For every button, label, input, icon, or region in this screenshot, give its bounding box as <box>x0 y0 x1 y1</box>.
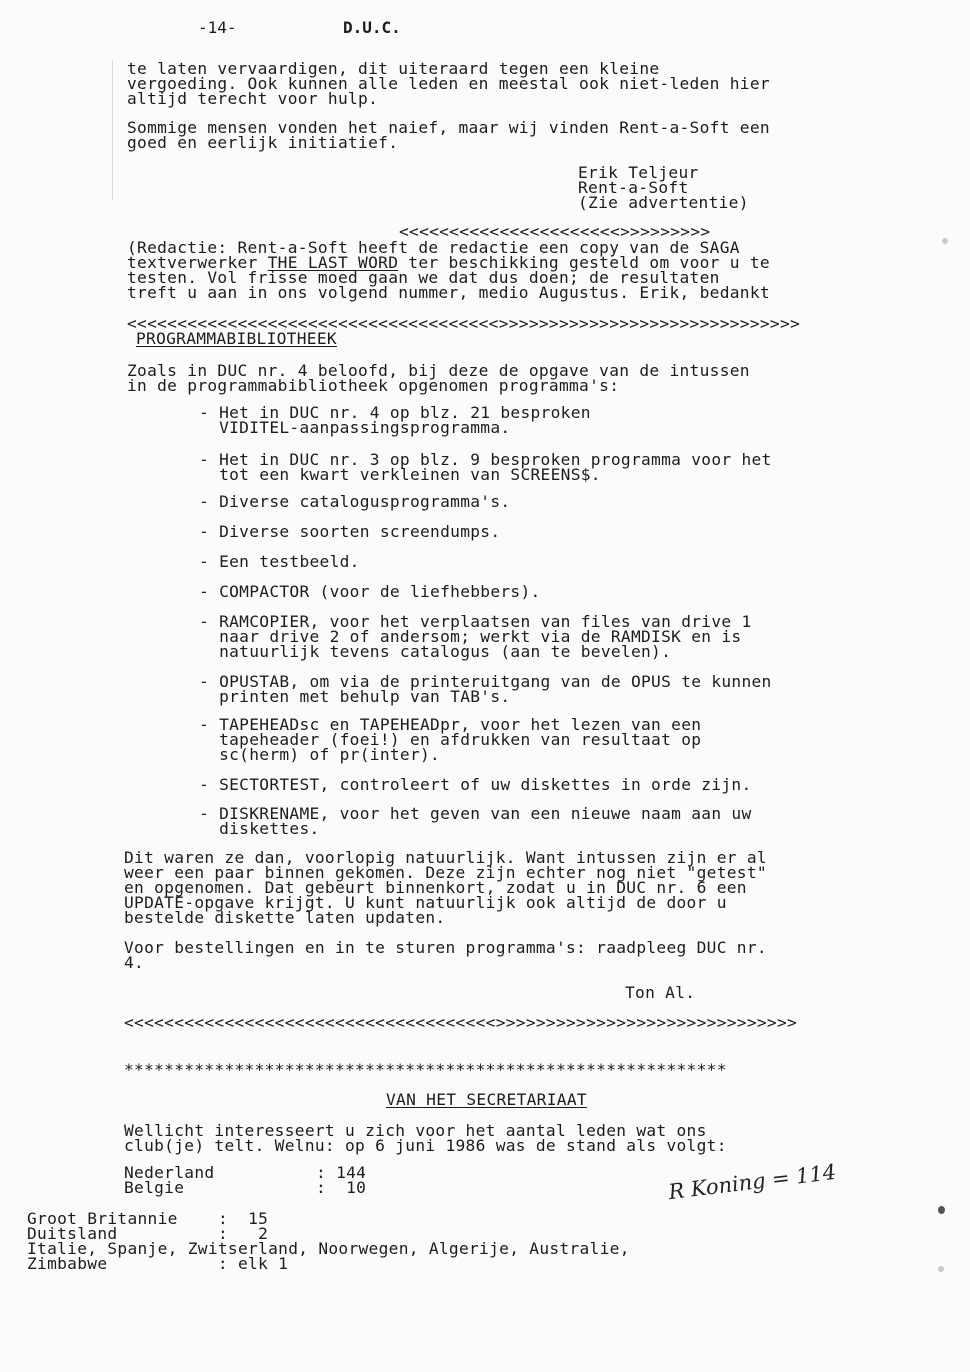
text-line: club(je) telt. Welnu: op 6 juni 1986 was de stand als volgt: <box>124 1136 727 1155</box>
text-line: 4. <box>124 953 145 972</box>
country-list: Zimbabwe : elk 1 <box>27 1254 289 1273</box>
text-line: Dit waren ze dan, voorlopig natuurlijk. Want intussen zijn er al <box>124 848 767 867</box>
separator-stars: ************************************************************ <box>124 1060 727 1079</box>
text-line: testen. Vol frisse moed gaan we dat dus doen; de resultaten <box>127 268 720 287</box>
text-line: Zoals in DUC nr. 4 beloofd, bij deze de opgave van de intussen <box>127 361 750 380</box>
list-item: printen met behulp van TAB's. <box>199 687 511 706</box>
text-line: Voor bestellingen en in te sturen programma's: raadpleeg DUC nr. <box>124 938 767 957</box>
handwritten-note: R Koning = 114 <box>667 1159 838 1205</box>
text-line: Wellicht interesseert u zich voor het aantal leden wat ons <box>124 1121 707 1140</box>
text-line: goed en eerlijk initiatief. <box>127 133 399 152</box>
punch-hole-mark <box>942 238 948 244</box>
separator-long: <<<<<<<<<<<<<<<<<<<<<<<<<<<<<<<<<<<<<>>>>>>>>>>>>>>>>>>>>>>>>>>>>>> <box>127 314 801 333</box>
page-title: D.U.C. <box>343 18 401 37</box>
author-org: Rent-a-Soft <box>578 178 689 197</box>
text-line: vergoeding. Ook kunnen alle leden en meestal ook niet-leden hier <box>127 74 770 93</box>
member-count: : 15 <box>218 1209 269 1228</box>
author-note: (Zie advertentie) <box>578 193 749 212</box>
member-count: : 2 <box>218 1224 269 1243</box>
separator-long: <<<<<<<<<<<<<<<<<<<<<<<<<<<<<<<<<<<<<>>>>>>>>>>>>>>>>>>>>>>>>>>>>>> <box>124 1013 798 1032</box>
list-item: - Het in DUC nr. 4 op blz. 21 besproken <box>199 403 591 422</box>
punch-hole-mark <box>938 1206 945 1214</box>
list-item: - OPUSTAB, om via de printeruitgang van de OPUS te kunnen <box>199 672 772 691</box>
text-fragment: ter beschikking gesteld om voor u te <box>398 253 770 272</box>
member-count: : 10 <box>316 1178 367 1197</box>
list-item: - COMPACTOR (voor de liefhebbers). <box>199 582 541 601</box>
list-item: tot een kwart verkleinen van SCREENS$. <box>199 465 601 484</box>
list-item: - Een testbeeld. <box>199 552 360 571</box>
product-title: THE LAST WORD <box>267 253 399 272</box>
list-item: sc(herm) of pr(inter). <box>199 745 441 764</box>
list-item: - Het in DUC nr. 3 op blz. 9 besproken programma voor het <box>199 450 772 469</box>
margin-line <box>112 60 113 200</box>
country-name: Groot Britannie <box>27 1209 178 1228</box>
text-fragment: textverwerker <box>127 253 268 272</box>
list-item: - Diverse soorten screendumps. <box>199 522 501 541</box>
text-line: te laten vervaardigen, dit uiteraard tegen een kleine <box>127 59 660 78</box>
country-name: Duitsland <box>27 1224 118 1243</box>
list-item: - TAPEHEADsc en TAPEHEADpr, voor het lezen van een <box>199 715 702 734</box>
country-name: Nederland <box>124 1163 215 1182</box>
section-heading: PROGRAMMABIBLIOTHEEK <box>136 329 337 348</box>
text-line: in de programmabibliotheek opgenomen programma's: <box>127 376 620 395</box>
list-item: naar drive 2 of andersom; werkt via de RAMDISK en is <box>199 627 742 646</box>
page-number: -14- <box>198 18 237 37</box>
text-line: UPDATE-opgave krijgt. U kunt natuurlijk ook altijd de door u <box>124 893 727 912</box>
country-name: Belgie <box>124 1178 185 1197</box>
text-line: bestelde diskette laten updaten. <box>124 908 446 927</box>
text-line: Sommige mensen vonden het naief, maar wij vinden Rent-a-Soft een <box>127 118 770 137</box>
list-item: natuurlijk tevens catalogus (aan te bevelen). <box>199 642 672 661</box>
text-line: weer een paar binnen gekomen. Deze zijn echter nog niet "getest" <box>124 863 767 882</box>
list-item: - Diverse catalogusprogramma's. <box>199 492 511 511</box>
list-item: - SECTORTEST, controleert of uw diskettes in orde zijn. <box>199 775 752 794</box>
author-name: Ton Al. <box>625 983 696 1002</box>
text-line: altijd terecht voor hulp. <box>127 89 379 108</box>
author-name: Erik Teljeur <box>578 163 699 182</box>
text-line: treft u aan in ons volgend nummer, medio Augustus. Erik, bedankt <box>127 283 770 302</box>
separator-short: <<<<<<<<<<<<<<<<<<<<<<>>>>>>>>> <box>399 222 711 241</box>
country-list: Italie, Spanje, Zwitserland, Noorwegen, Algerije, Australie, <box>27 1239 630 1258</box>
list-item: tapeheader (foei!) en afdrukken van resultaat op <box>199 730 702 749</box>
list-item: VIDITEL-aanpassingsprogramma. <box>199 418 511 437</box>
punch-hole-mark <box>938 1266 944 1272</box>
text-line: en opgenomen. Dat gebeurt binnenkort, zodat u in DUC nr. 6 een <box>124 878 747 897</box>
list-item: - RAMCOPIER, voor het verplaatsen van files van drive 1 <box>199 612 752 631</box>
text-line: (Redactie: Rent-a-Soft heeft de redactie een copy van de SAGA <box>127 238 740 257</box>
section-heading: VAN HET SECRETARIAAT <box>386 1090 587 1109</box>
member-count: : 144 <box>316 1163 367 1182</box>
list-item: - DISKRENAME, voor het geven van een nieuwe naam aan uw <box>199 804 752 823</box>
list-item: diskettes. <box>199 819 320 838</box>
